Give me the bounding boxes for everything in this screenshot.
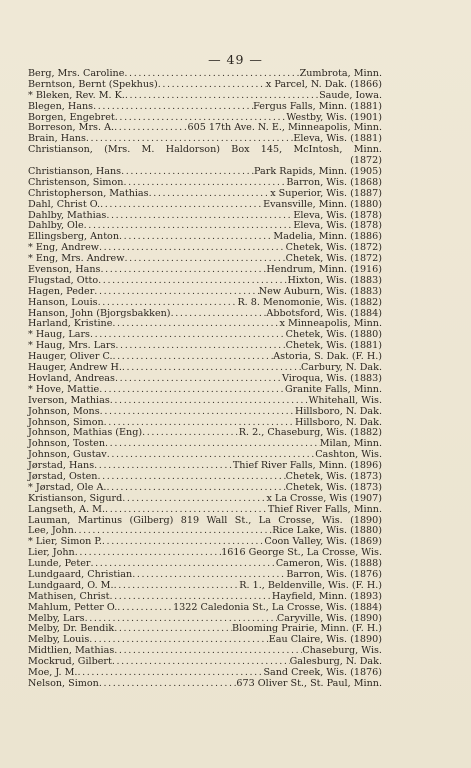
dot-leader [121, 167, 254, 178]
entry-place: Thief River Falls, Minn. [267, 503, 382, 515]
entry-name: Lee, John [28, 525, 74, 537]
entry-name: Johnson, Gustav [28, 449, 107, 461]
entry-place: 1616 George St., La Crosse, Wis. [221, 547, 382, 559]
entry-name: Lier, John [28, 547, 75, 559]
dot-leader [100, 407, 295, 418]
entry-name: Borgen, Engebret [28, 111, 115, 123]
dot-leader [98, 298, 238, 309]
entry-place: Rice Lake, Wis. (1880) [272, 525, 382, 537]
entry-name: Moe, J. M. [28, 666, 78, 678]
entry-name: Berntson, Bernt (Spekhus) [28, 78, 158, 90]
entry-name: Johnson, Mathias (Eng) [28, 427, 143, 439]
entry-name: Berg, Mrs. Caroline [28, 68, 125, 79]
entry-place: Hayfield, Minn. (1893) [271, 590, 382, 602]
entry-name: Dahl, Christ O. [28, 198, 101, 210]
entry-place: Galesburg, N. Dak. [289, 656, 382, 668]
dot-leader [99, 385, 285, 396]
entry-name: * Bleken, Rev. M. K. [28, 89, 125, 101]
entry-place: Milan, Minn. [319, 438, 382, 450]
entry-place: Hillsboro, N. Dak. [294, 405, 382, 417]
directory-entry [28, 494, 382, 505]
dot-leader [74, 526, 272, 537]
entry-name: Mockrud, Gilbert [28, 656, 112, 668]
entry-place: Evansville, Minn. (1880) [263, 198, 382, 210]
entry-place: R. 1., Beldenville, Wis. (F. H.) [239, 579, 382, 591]
entry-name: * Eng, Mrs. Andrew [28, 253, 125, 265]
dot-leader [90, 330, 286, 341]
dot-leader [112, 319, 279, 330]
entry-place: Chetek, Wis. (1872) [285, 253, 382, 265]
dot-leader [115, 374, 282, 385]
entry-place: R. 2., Chaseburg, Wis. (1882) [238, 427, 382, 439]
entry-name: Harland, Kristine [28, 318, 113, 330]
entry-place: Chetek, Wis. (1872) [285, 242, 382, 254]
dot-leader [89, 635, 269, 646]
entry-name: Johnson, Simon [28, 416, 104, 428]
entry-place: Sand Creek, Wis. (1876) [263, 666, 382, 678]
entry-place: Chetek, Wis. (1873) [285, 481, 382, 493]
entry-name: Evenson, Hans [28, 264, 101, 276]
dot-leader [158, 80, 266, 91]
entry-place: Barron, Wis. (1868) [286, 176, 382, 188]
entry-name: Hauger, Oliver C. [28, 351, 113, 363]
entry-place: Zumbrota, Minn. [299, 68, 382, 79]
entry-place: Chetek, Wis. (1880) [285, 329, 382, 341]
dot-leader [171, 309, 267, 320]
dot-leader [94, 287, 258, 298]
entry-name: Johnson, Tosten [28, 438, 106, 450]
dot-leader [113, 352, 274, 363]
entry-place: Carbury, N. Dak. [301, 362, 382, 374]
directory-entry [28, 592, 382, 603]
dot-leader [142, 428, 239, 439]
entry-name: Borreson, Mrs. A. [28, 122, 115, 134]
entry-place: Saude, Iowa. [319, 89, 382, 101]
entry-place: x Minneapolis, Minn. [279, 318, 382, 330]
entry-name: Melby, Louis [28, 634, 90, 646]
directory-entry [28, 145, 382, 156]
dot-leader [114, 646, 302, 657]
directory-entry [28, 603, 382, 614]
dot-leader [122, 363, 301, 374]
dot-leader [124, 254, 285, 265]
entry-name: Brain, Hans [28, 133, 86, 145]
directory-entry [28, 679, 382, 690]
entry-name: Hauger, Andrew H. [28, 362, 122, 374]
entry-name: Ellingsberg, Anton [28, 231, 120, 243]
directory-entry [28, 298, 382, 309]
entry-name: * Haug, Mrs. Lars [28, 340, 116, 352]
entry-place: Madelia, Minn. (1886) [273, 231, 382, 243]
entry-name: * Lier, Simon P. [28, 536, 102, 548]
entry-name: Kristianson, Sigurd [28, 492, 123, 504]
entry-place: Fergus Falls, Minn. (1881) [253, 100, 382, 112]
entry-name: Jørstad, Osten [28, 470, 98, 482]
entry-place: Barron, Wis. (1876) [286, 568, 382, 580]
entry-place: Abbotsford, Wis. (1884) [266, 307, 382, 319]
directory-entry [28, 396, 382, 407]
dot-leader [75, 548, 221, 559]
entry-place: x La Crosse, Wis (1907) [266, 492, 382, 504]
entry-name: Jørstad, Hans [28, 460, 95, 472]
entry-place: Astoria, S. Dak. (F. H.) [273, 351, 382, 363]
entry-place: Cameron, Wis. (1888) [275, 558, 382, 570]
dot-leader [119, 232, 273, 243]
entry-place: 1322 Caledonia St., La Crosse, Wis. (1884) [173, 601, 382, 613]
entry-place: Chetek, Wis. (1873) [285, 470, 382, 482]
directory-entry [28, 505, 382, 516]
entry-name: Melby, Lars [28, 612, 85, 624]
dot-leader [117, 603, 173, 614]
entry-place: Hixton, Wis. (1883) [287, 274, 382, 286]
directory-entry [28, 200, 382, 211]
entry-name: Mathisen, Christ [28, 590, 110, 602]
entry-place: Westby, Wis. (1901) [286, 111, 382, 123]
entry-name: Langseth, A. M. [28, 503, 106, 515]
dot-leader [94, 461, 233, 472]
entry-name: * Hove, Mattie [28, 383, 100, 395]
dot-leader [106, 211, 293, 222]
entry-name: Nelson, Simon [28, 677, 99, 689]
dot-leader [149, 189, 271, 200]
dot-leader [99, 243, 286, 254]
entry-name: * Eng, Andrew [28, 242, 99, 254]
entry-continuation: (1872) [350, 155, 382, 167]
entry-place: Viroqua, Wis. (1883) [281, 372, 382, 384]
entry-place: Whitehall, Wis. [308, 394, 382, 406]
entry-place: Blooming Prairie, Minn. (F. H.) [232, 623, 382, 635]
entry-place: Eleva, Wis. (1878) [293, 220, 382, 232]
entry-place: Chetek, Wis. (1881) [285, 340, 382, 352]
entry-place: Eau Claire, Wis. (1890) [268, 634, 382, 646]
entry-name: * Jørstad, Ole A. [28, 481, 107, 493]
entry-name: Hanson, Louis [28, 296, 98, 308]
dot-leader [105, 439, 320, 450]
dot-leader [114, 581, 240, 592]
entry-place: Chaseburg, Wis. [302, 645, 382, 657]
entry-place: x Superior, Wis. (1887) [270, 187, 382, 199]
entry-name: * Haug, Lars [28, 329, 90, 341]
entry-place: Hendrum, Minn. (1916) [266, 264, 382, 276]
dot-leader [106, 483, 285, 494]
entry-place: Eleva, Wis. (1878) [293, 209, 382, 221]
entry-name: Melby, Dr. Bendik [28, 623, 115, 635]
entry-name: Christopherson, Mathias [28, 187, 149, 199]
entry-name: Midtlien, Mathias [28, 645, 115, 657]
entry-place: Thief River Falls, Minn. (1896) [232, 460, 382, 472]
dot-leader [97, 472, 285, 483]
page-number: — 49 — [208, 52, 263, 67]
entry-name: Dahlby, Ole [28, 220, 84, 232]
directory-entry [28, 407, 382, 418]
entry-place: x Parcel, N. Dak. (1866) [265, 78, 382, 90]
entry-place: Coon Valley, Wis. (1869) [264, 536, 382, 548]
entry-place: R. 8. Menomonie, Wis. (1882) [237, 296, 382, 308]
dot-leader [100, 200, 263, 211]
entry-name: Dahlby, Mathias [28, 209, 107, 221]
directory-list [28, 69, 382, 690]
entry-place: Cashton, Wis. [315, 449, 382, 461]
entry-place: Eleva, Wis. (1881) [293, 133, 382, 145]
entry-place: 605 17th Ave. N. E., Minneapolis, Minn. [187, 122, 382, 134]
dot-leader [100, 265, 266, 276]
entry-place: Caryville, Wis. (1890) [276, 612, 382, 624]
entry-name: Lauman, Martinus (Gilberg) 819 Wall St., La Crosse, Wis. (1890) [28, 514, 382, 526]
entry-name: Lundgaard, O. M. [28, 579, 114, 591]
entry-name: Christenson, Simon [28, 176, 124, 188]
entry-place: Park Rapids, Minn. (1905) [254, 166, 382, 178]
entry-name: Mahlum, Petter O. [28, 601, 118, 613]
entry-name: Christianson, (Mrs. M. Haldorson) Box 145, McIntosh, Minn. [28, 144, 382, 156]
entry-name: Blegen, Hans [28, 100, 94, 112]
entry-name: Iverson, Mathias [28, 394, 110, 406]
entry-name: Hovland, Andreas [28, 372, 115, 384]
entry-place: 673 Oliver St., St. Paul, Minn. [236, 677, 382, 689]
dot-leader [122, 494, 266, 505]
dot-leader [110, 396, 309, 407]
dot-leader [114, 624, 232, 635]
entry-place: Hillsboro, N. Dak. [294, 416, 382, 428]
entry-name: Lundgaard, Christian [28, 568, 133, 580]
dot-leader [105, 505, 268, 516]
dot-leader [114, 123, 187, 134]
entry-name: Johnson, Mons [28, 405, 100, 417]
entry-name: Lunde, Peter [28, 558, 91, 570]
dot-leader [93, 102, 253, 113]
entry-name: Hanson, John (Bjorgsbakken) [28, 307, 171, 319]
entry-name: Flugstad, Otto [28, 274, 99, 286]
entry-name: Christianson, Hans [28, 166, 122, 178]
dot-leader [99, 679, 237, 690]
dot-leader [115, 341, 285, 352]
entry-place: New Auburn, Wis. (1883) [258, 285, 382, 297]
directory-entry [28, 102, 382, 113]
entry-place: Granite Falls, Minn. [285, 383, 382, 395]
entry-name: Hagen, Peder [28, 285, 95, 297]
